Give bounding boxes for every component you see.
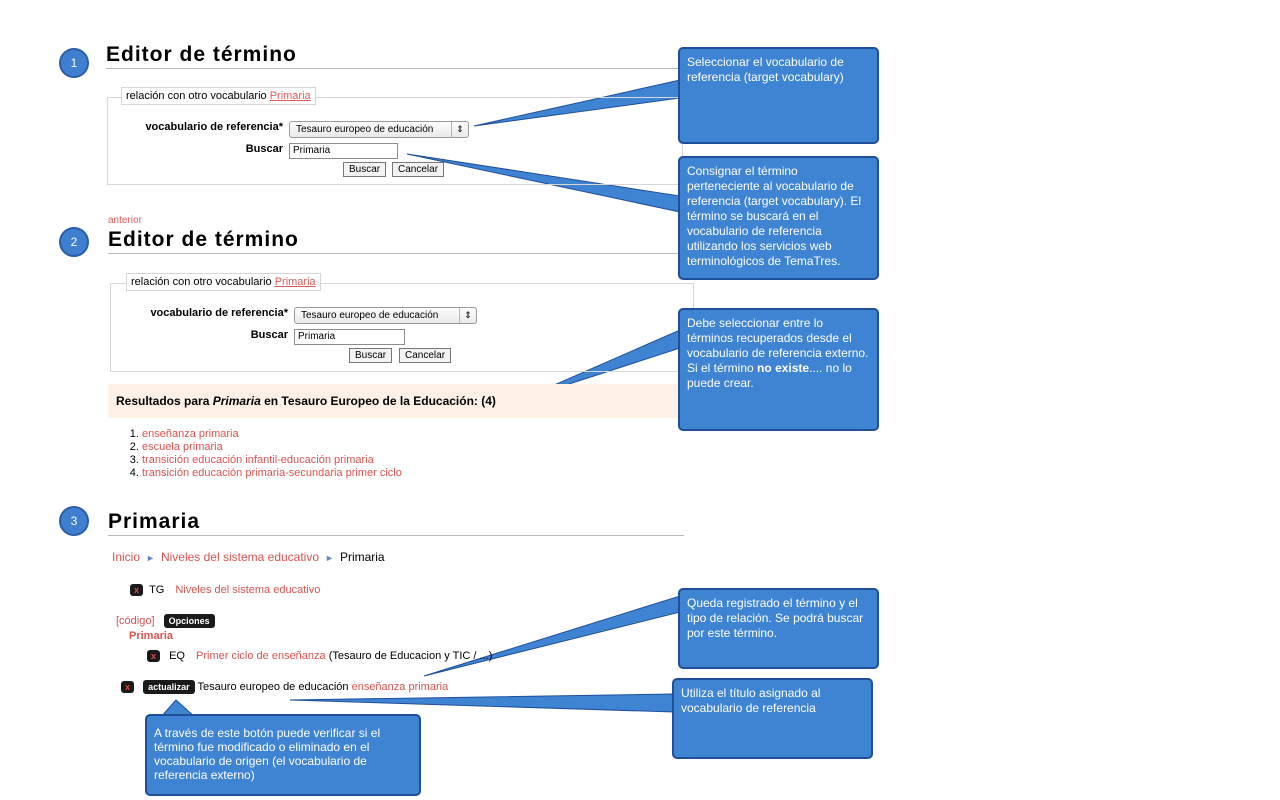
callout-actualizar: A través de este botón puede verificar si el término fue modificado o eliminado en el vocabulario de origen (el vocabulario de referencia externo) (145, 714, 421, 796)
title-divider-2 (108, 253, 694, 254)
legend-term-link-2[interactable]: Primaria (274, 276, 316, 288)
results-list (108, 428, 402, 480)
term-title: Primaria (108, 510, 201, 533)
vocab-label-2: vocabulario de referencia* (150, 307, 288, 319)
legend-term-link[interactable]: Primaria (269, 90, 311, 102)
opciones-button[interactable]: Opciones (164, 614, 215, 628)
breadcrumb-arrow-icon: ► (146, 553, 155, 563)
vocab-select-2[interactable] (294, 307, 477, 324)
legend-text-2: relación con otro vocabulario (131, 276, 272, 288)
search-label-2: Buscar (250, 329, 288, 341)
results-prefix: Resultados para (116, 394, 210, 408)
search-input[interactable]: Primaria (289, 143, 398, 159)
delete-tg-button[interactable]: x (130, 584, 143, 596)
results-header (108, 384, 690, 418)
callout-3-bold-1: no (757, 361, 772, 375)
connector-5 (290, 694, 674, 712)
breadcrumb-home[interactable]: Inicio (112, 550, 141, 564)
relation-legend-2 (126, 273, 321, 291)
callout-3-text-end: .... no lo puede crear. (687, 361, 852, 390)
vocab-select-value: Tesauro europeo de educación (296, 124, 434, 135)
legend-text: relación con otro vocabulario (126, 90, 267, 102)
page-title: Editor de término (106, 43, 297, 66)
results-term: Primaria (212, 394, 261, 408)
delete-external-button[interactable]: x (121, 681, 134, 693)
tg-label: TG (149, 584, 165, 596)
list-item (142, 428, 402, 441)
relation-legend (121, 87, 316, 105)
callout-vocab-title: Utiliza el título asignado al vocabulario de referencia (672, 678, 873, 759)
title-divider-3 (108, 535, 684, 536)
callout-3-text: Debe seleccionar entre lo términos recuperados desde el vocabulario de referencia externo. Si el término (687, 316, 869, 375)
eq-link[interactable]: Primer ciclo de enseñanza (196, 650, 326, 662)
callout-3-bold-2: existe (775, 361, 810, 375)
search-button[interactable]: Buscar (343, 162, 386, 177)
results-suffix: en Tesauro Europeo de la Educación: (4) (264, 394, 496, 408)
title-divider (106, 68, 684, 69)
eq-source: (Tesauro de Educacion y TIC / ...) (328, 650, 493, 662)
callout-select-result (678, 308, 879, 431)
connector-4 (424, 596, 680, 676)
options-row (116, 614, 215, 628)
result-link[interactable]: transición educación infantil-educación primaria (142, 454, 374, 466)
vocab-select[interactable] (289, 121, 469, 138)
breadcrumb (112, 550, 385, 564)
term-label: Primaria (129, 630, 174, 642)
delete-eq-button[interactable]: x (147, 650, 160, 662)
step-number-2: 2 (59, 227, 89, 257)
search-input-2[interactable]: Primaria (294, 329, 405, 345)
vocab-select-value-2: Tesauro europeo de educación (301, 310, 439, 321)
external-term-row (121, 680, 448, 694)
page-title-2: Editor de término (108, 228, 299, 251)
search-button-2[interactable]: Buscar (349, 348, 392, 363)
result-link[interactable]: enseñanza primaria (142, 428, 239, 440)
list-item (142, 467, 402, 480)
actualizar-button[interactable]: actualizar (143, 680, 195, 694)
step-number-1: 1 (59, 48, 89, 78)
eq-label: EQ (169, 650, 185, 662)
select-arrows-icon: ⇕ (451, 122, 468, 137)
breadcrumb-arrow-icon: ► (325, 553, 334, 563)
callout-registered: Queda registrado el término y el tipo de relación. Se podrá buscar por este término. (678, 588, 879, 669)
tg-row (130, 584, 320, 596)
vocab-label: vocabulario de referencia* (145, 121, 283, 133)
select-arrows-icon-2: ⇕ (459, 308, 476, 323)
cancel-button-2[interactable]: Cancelar (399, 348, 451, 363)
breadcrumb-parent[interactable]: Niveles del sistema educativo (160, 550, 320, 564)
breadcrumb-current: Primaria (339, 550, 385, 564)
tg-link[interactable]: Niveles del sistema educativo (175, 584, 321, 596)
back-link[interactable]: anterior (108, 215, 142, 226)
eq-row (147, 650, 492, 662)
result-link[interactable]: transición educación primaria-secundaria primer ciclo (142, 467, 402, 479)
search-label: Buscar (245, 143, 283, 155)
list-item (142, 441, 402, 454)
external-vocab-name: Tesauro europeo de educación (197, 681, 349, 693)
cancel-button[interactable]: Cancelar (392, 162, 444, 177)
external-term-link[interactable]: enseñanza primaria (351, 681, 449, 693)
callout-search-term: Consignar el término perteneciente al vocabulario de referencia (target vocabulary). El término se buscará en el vocabulario de referencia utilizando los servicios web terminológicos de TemaTres. (678, 156, 879, 280)
result-link[interactable]: escuela primaria (142, 441, 223, 453)
list-item (142, 454, 402, 467)
codigo-link[interactable]: [código] (116, 615, 155, 627)
callout-select-vocabulary: Seleccionar el vocabulario de referencia (target vocabulary) (678, 47, 879, 144)
step-number-3: 3 (59, 506, 89, 536)
